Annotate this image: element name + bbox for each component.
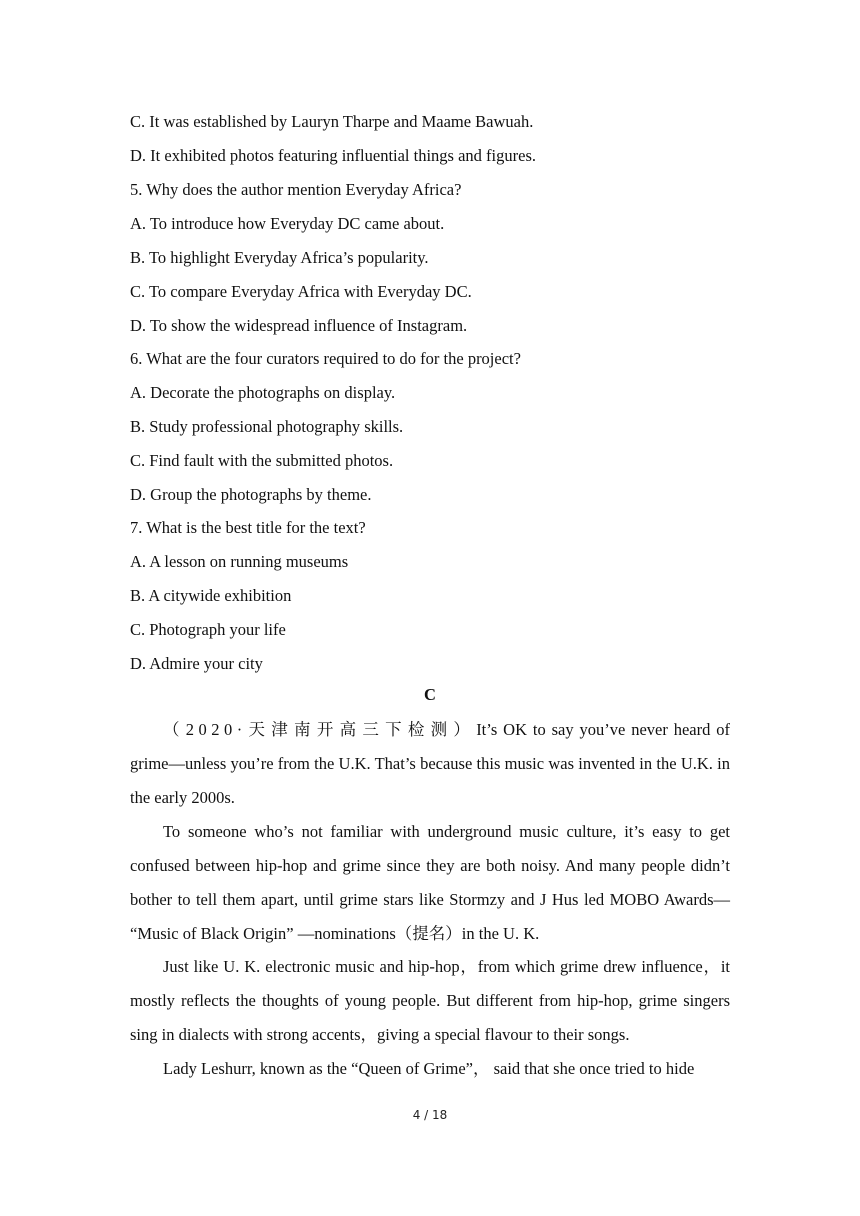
passage-paragraph-4: Lady Leshurr, known as the “Queen of Grime”， said that she once tried to hide	[163, 1059, 695, 1078]
q5-option-a: A. To introduce how Everyday DC came about.	[130, 214, 445, 233]
q4-option-d: D. It exhibited photos featuring influential things and figures.	[130, 146, 536, 165]
q7-option-d: D. Admire your city	[130, 654, 263, 673]
q5-question: 5. Why does the author mention Everyday Africa?	[130, 180, 462, 199]
q5-option-d: D. To show the widespread influence of Instagram.	[130, 316, 468, 335]
section-heading-c: C	[424, 685, 436, 704]
paragraph-1-text: It’s OK to say you’ve never heard of grime—unless you’re from the U.K. That’s because this music was invented in the U.K. in the early 2000s.	[130, 720, 731, 807]
q7-option-b: B. A citywide exhibition	[130, 586, 292, 605]
q6-option-c: C. Find fault with the submitted photos.	[130, 451, 394, 470]
source-tag: （2020·天津南开高三下检测）	[163, 720, 477, 739]
q6-option-a: A. Decorate the photographs on display.	[130, 383, 396, 402]
passage-paragraph-2: To someone who’s not familiar with underground music culture, it’s easy to get confused between hip-hop and grime since they are both noisy. And many people didn’t bother to tell them apart, until grime stars like Stormzy and J Hus led MOBO Awards— “Music of Black Origin” —nominations（提名）in the U. K.	[130, 822, 730, 943]
q5-option-c: C. To compare Everyday Africa with Everyday DC.	[130, 282, 472, 301]
passage-paragraph-1	[130, 713, 730, 815]
q6-question: 6. What are the four curators required to do for the project?	[130, 349, 521, 368]
passage-paragraph-3: Just like U. K. electronic music and hip-hop，from which grime drew influence，it mostly reflects the thoughts of young people. But different from hip-hop, grime singers sing in dialects with strong accents，giving a special flavour to their songs.	[130, 957, 730, 1044]
q4-option-c: C. It was established by Lauryn Tharpe and Maame Bawuah.	[130, 112, 534, 131]
q7-option-a: A. A lesson on running museums	[130, 552, 349, 571]
q7-option-c: C. Photograph your life	[130, 620, 286, 639]
q6-option-d: D. Group the photographs by theme.	[130, 485, 372, 504]
q7-question: 7. What is the best title for the text?	[130, 518, 366, 537]
page-number: 4 / 18	[412, 1108, 448, 1122]
q5-option-b: B. To highlight Everyday Africa’s popularity.	[130, 248, 429, 267]
q6-option-b: B. Study professional photography skills.	[130, 417, 404, 436]
